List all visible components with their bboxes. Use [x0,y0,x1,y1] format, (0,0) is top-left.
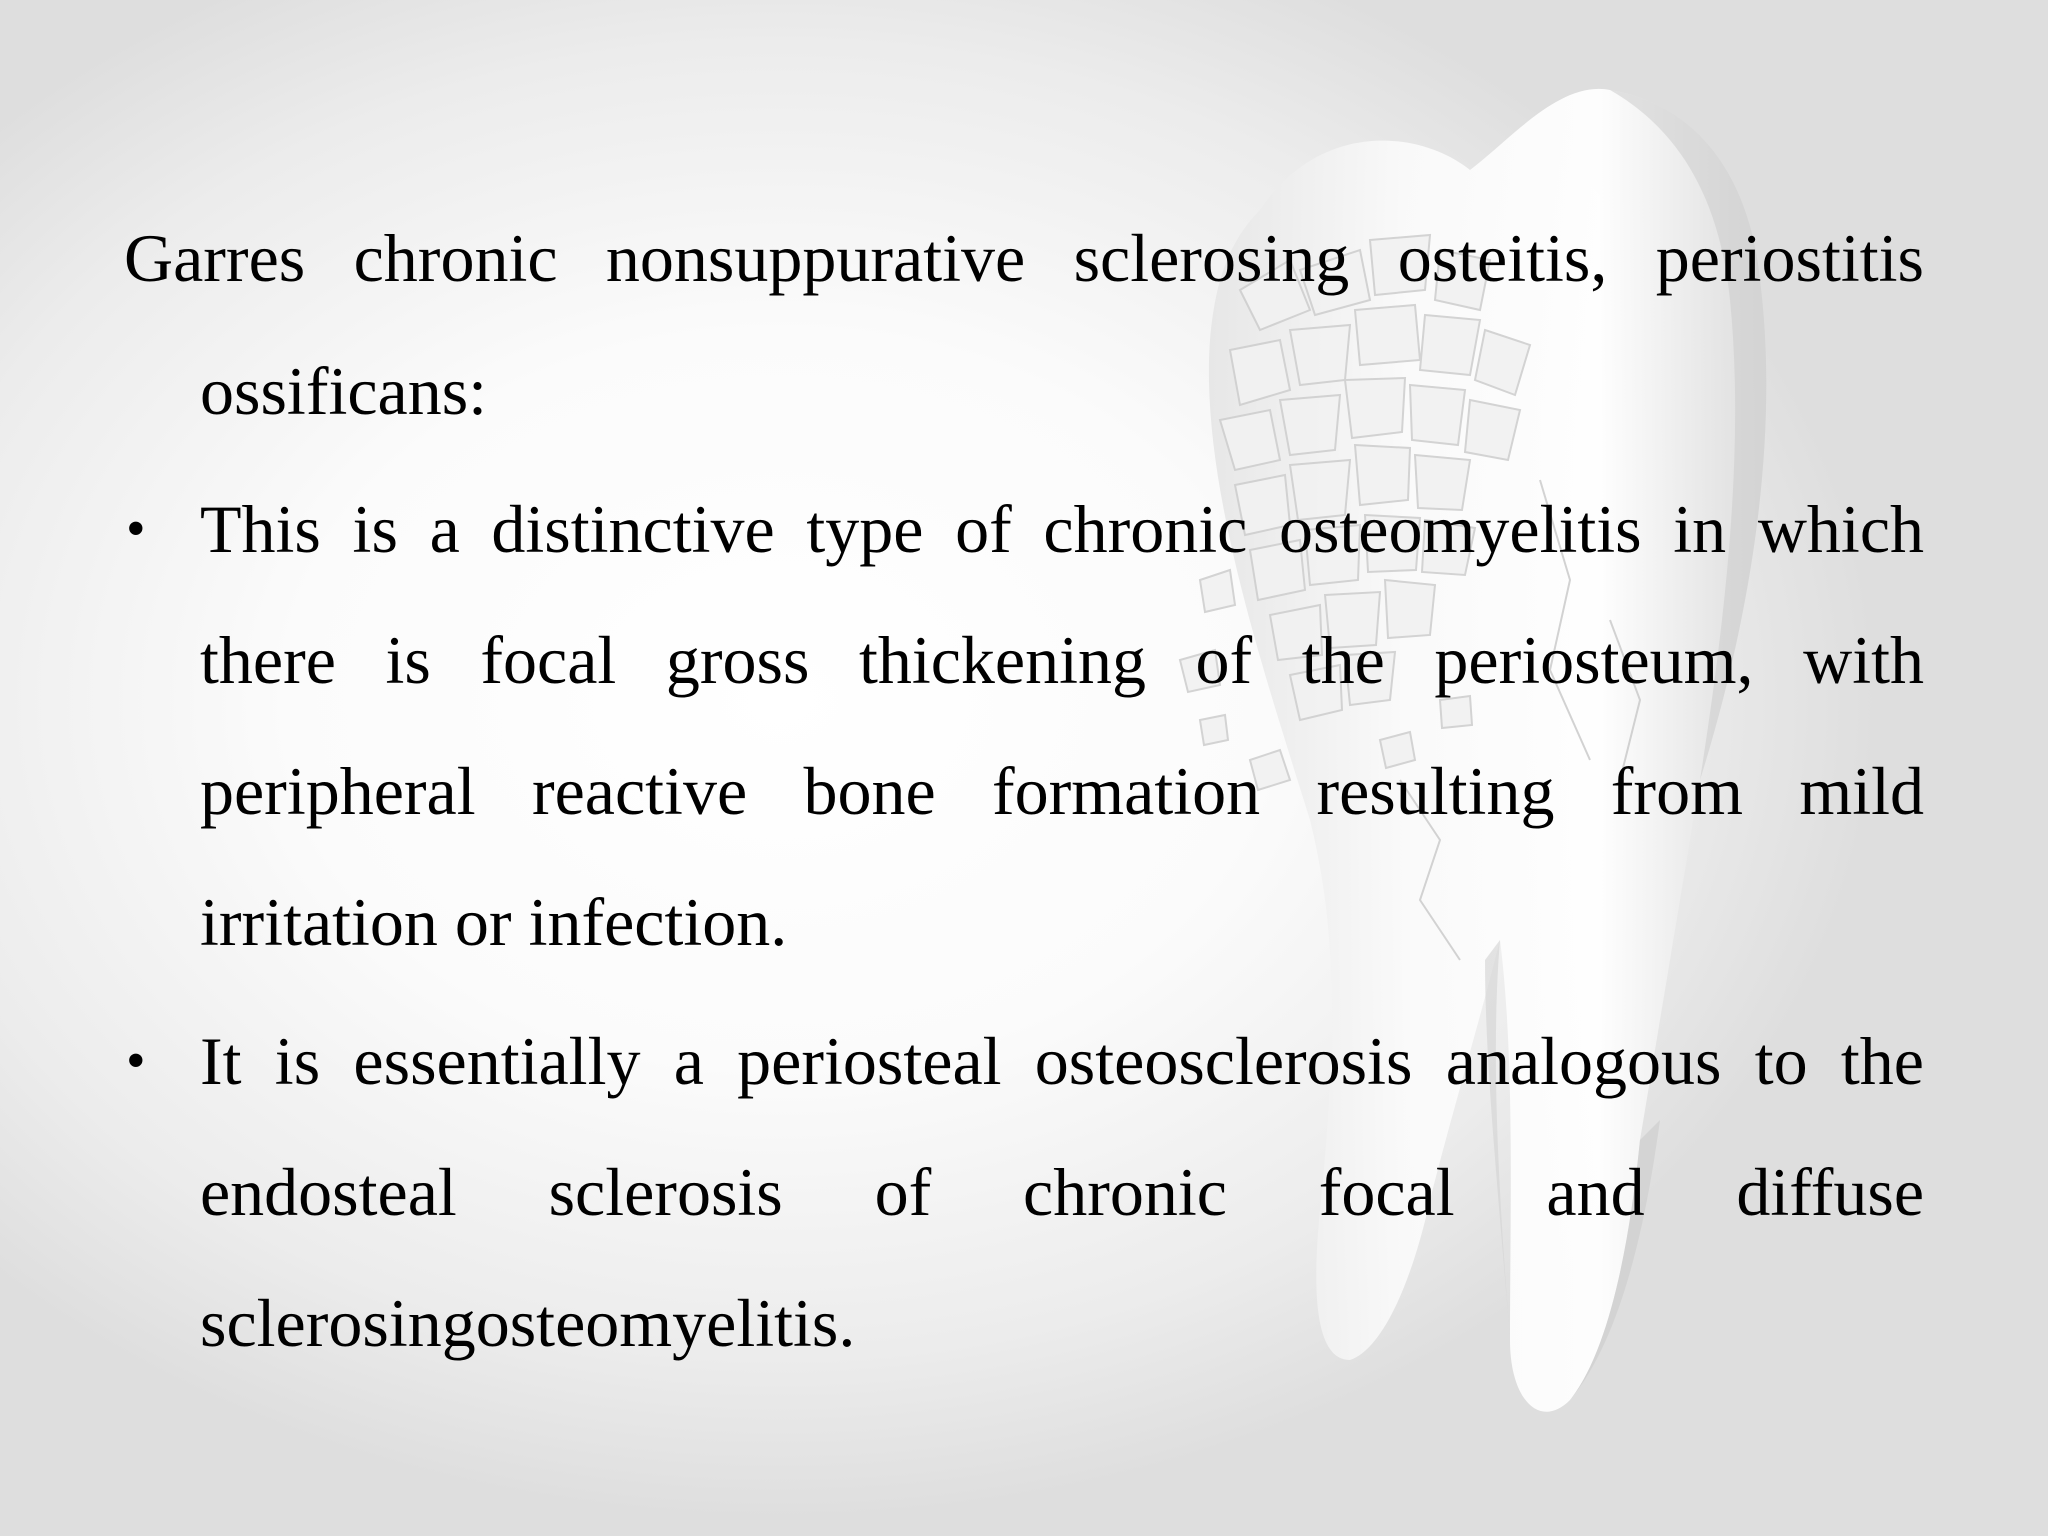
intro-heading: Garres chronic nonsuppurative sclerosing osteitis, periostitis ossificans: [124,220,1924,429]
bullet-item [124,996,1924,1389]
bullet-text: This is a distinctive type of chronic osteomyelitis in which there is focal gross thickening of the periosteum, with peripheral reactive bone formation resulting from mild irritation or infection. [200,491,1924,960]
slide-content [124,192,1924,1389]
bullet-marker: • [126,498,146,560]
bullet-marker: • [126,1030,146,1092]
bullet-text: It is essentially a periosteal osteosclerosis analogous to the endosteal sclerosis of chronic focal and diffuse sclerosingosteomyelitis. [200,1023,1924,1361]
bullet-item [124,464,1924,988]
